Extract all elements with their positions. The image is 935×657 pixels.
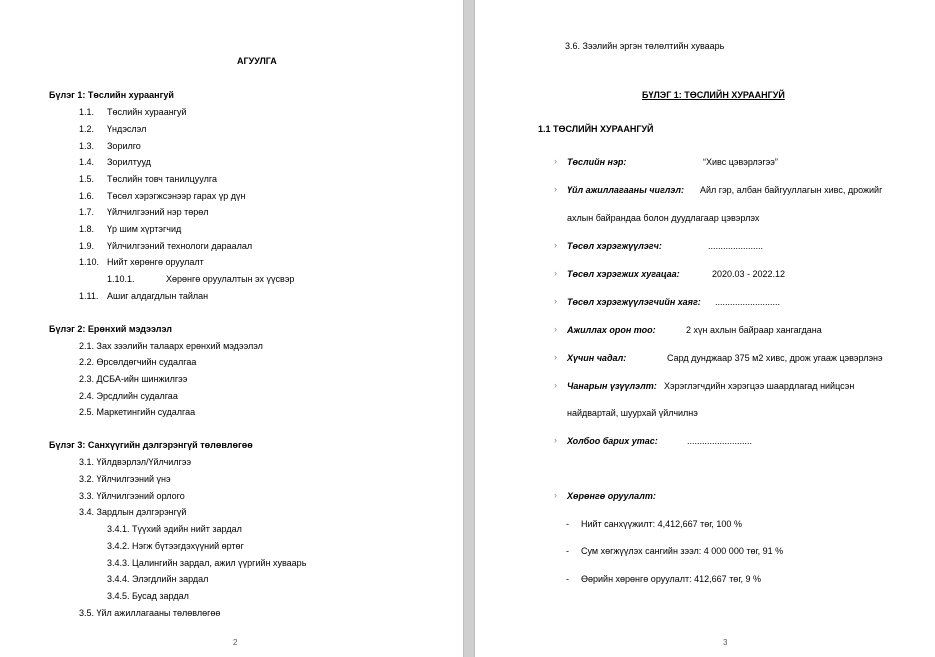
toc-chapter-2-title: Бүлэг 2: Ерөнхий мэдээлэл (49, 324, 172, 334)
toc-item-number: 1.3. (79, 141, 95, 151)
bullet-arrow-icon: › (554, 435, 557, 445)
field-value: Сард дунджаар 375 м2 хивс, дрож угааж цэвэрлэнэ (667, 353, 883, 363)
left-page (0, 0, 463, 657)
field-value: “Хивс цэвэрлэгээ” (703, 157, 778, 167)
toc-item[interactable]: 3.2. Үйлчилгээний үнэ (79, 474, 171, 484)
toc-item-label[interactable]: Үйлчилгээний нэр төрөл (107, 207, 209, 217)
field-label: Холбоо барих утас: (567, 436, 658, 446)
field-value: 2020.03 - 2022.12 (712, 269, 786, 279)
bullet-arrow-icon: › (554, 184, 557, 194)
field-label: Үйл ажиллагааны чиглэл: (567, 185, 684, 195)
field-label: Төсөл хэрэгжүүлэгч: (567, 241, 662, 251)
investment-item: Нийт санхүүжилт: 4,412,667 төг, 100 % (581, 519, 742, 529)
toc-item-label[interactable]: Төслийн хураангуй (107, 107, 187, 117)
toc-item-number: 1.2. (79, 124, 95, 134)
field-value: .......................... (687, 436, 753, 446)
field-value-continued: ахлын байрандаа болон дуудлагаар цэвэрлэх (567, 213, 760, 223)
page-number: 2 (233, 638, 238, 647)
toc-item-number: 1.6. (79, 191, 95, 201)
toc-subitem[interactable]: 3.4.5. Бусад зардал (107, 591, 189, 601)
toc-item-number: 1.5. (79, 174, 95, 184)
chapter-heading: БҮЛЭГ 1: ТӨСЛИЙН ХУРААНГУЙ (642, 90, 785, 100)
toc-item-label[interactable]: Үндэслэл (107, 124, 147, 134)
section-heading: 1.1 ТӨСЛИЙН ХУРААНГУЙ (538, 124, 654, 134)
field-value: 2 хүн ахлын байраар хангагдана (686, 325, 822, 335)
field-label: Ажиллах орон тоо: (567, 325, 656, 335)
page-gutter (463, 0, 475, 657)
toc-item-number: 1.11. (79, 291, 99, 301)
toc-item-label[interactable]: Төслийн товч танилцуулга (107, 174, 217, 184)
toc-item[interactable]: 2.1. Зах зээлийн талаарх ерөнхий мэдээлэл (79, 341, 263, 351)
toc-item-label[interactable]: Үйлчилгээний технологи дараалал (107, 241, 253, 251)
bullet-arrow-icon: › (554, 240, 557, 250)
field-label: Төсөл хэрэгжүүлэгчийн хаяг: (567, 297, 701, 307)
toc-item-number: 1.8. (79, 224, 95, 234)
toc-subitem-number: 1.10.1. (107, 274, 135, 284)
toc-item-label[interactable]: Нийт хөрөнгө оруулалт (107, 257, 204, 267)
right-page (475, 0, 935, 657)
toc-chapter-3-title: Бүлэг 3: Санхүүгийн дэлгэрэнгүй төлөвлөгөө (49, 440, 253, 450)
field-value: ...................... (708, 241, 764, 251)
bullet-arrow-icon: › (554, 296, 557, 306)
investment-item: Сум хөгжүүлэх сангийн зээл: 4 000 000 төг, 91 % (581, 546, 784, 556)
field-value: .......................... (715, 297, 781, 307)
toc-item-number: 1.4. (79, 157, 95, 167)
toc-item-number: 1.7. (79, 207, 95, 217)
toc-subitem[interactable]: 3.4.3. Цалингийн зардал, ажил үүргийн хуваарь (107, 558, 307, 568)
toc-item-label[interactable]: Ашиг алдагдлын тайлан (107, 291, 209, 301)
toc-item-label[interactable]: Үр шим хүртэгчид (107, 224, 182, 234)
toc-heading: АГУУЛГА (237, 56, 277, 66)
toc-item[interactable]: 3.5. Үйл ажиллагааны төлөвлөгөө (79, 608, 221, 618)
bullet-arrow-icon: › (554, 268, 557, 278)
investment-item: Өөрийн хөрөнгө оруулалт: 412,667 төг, 9 % (581, 574, 762, 584)
toc-item-label[interactable]: Зорилтууд (107, 157, 151, 167)
field-label: Хүчин чадал: (567, 353, 627, 363)
toc-item[interactable]: 2.3. ДСБА-ийн шинжилгээ (79, 374, 188, 384)
investment-label: Хөрөнгө оруулалт: (567, 491, 656, 501)
dash-marker: - (566, 519, 569, 529)
bullet-arrow-icon: › (554, 490, 557, 500)
toc-continuation-item[interactable]: 3.6. Зээлийн эргэн төлөлтийн хуваарь (565, 41, 725, 51)
toc-item[interactable]: 3.4. Зардлын дэлгэрэнгүй (79, 507, 187, 517)
toc-subitem-label[interactable]: Хөрөнгө оруулалтын эх үүсвэр (166, 274, 295, 284)
field-label: Төслийн нэр: (567, 157, 627, 167)
bullet-arrow-icon: › (554, 324, 557, 334)
toc-subitem[interactable]: 3.4.1. Түүхий эдийн нийт зардал (107, 524, 242, 534)
toc-item[interactable]: 3.1. Үйлдвэрлэл/Үйлчилгээ (79, 457, 192, 467)
field-label: Чанарын үзүүлэлт: (567, 381, 657, 391)
toc-item-label[interactable]: Төсөл хэрэгжсэнээр гарах үр дүн (107, 191, 246, 201)
toc-item-number: 1.9. (79, 241, 95, 251)
field-value-continued: найдвартай, шуурхай үйлчилнэ (567, 408, 698, 418)
bullet-arrow-icon: › (554, 352, 557, 362)
bullet-arrow-icon: › (554, 380, 557, 390)
toc-subitem[interactable]: 3.4.2. Нэгж бүтээгдэхүүний өртөг (107, 541, 244, 551)
field-label: Төсөл хэрэгжих хугацаа: (567, 269, 680, 279)
field-value: Айл гэр, албан байгууллагын хивс, дрожийг (700, 185, 883, 195)
dash-marker: - (566, 574, 569, 584)
dash-marker: - (566, 546, 569, 556)
toc-item-number: 1.10. (79, 257, 100, 267)
toc-item[interactable]: 2.5. Маркетингийн судалгаа (79, 407, 196, 417)
toc-chapter-1-title: Бүлэг 1: Төслийн хураангуй (49, 90, 174, 100)
toc-subitem[interactable]: 3.4.4. Элэгдлийн зардал (107, 574, 209, 584)
bullet-arrow-icon: › (554, 156, 557, 166)
page-number: 3 (723, 638, 728, 647)
toc-item[interactable]: 2.2. Өрсөлдөгчийн судалгаа (79, 357, 197, 367)
toc-item[interactable]: 3.3. Үйлчилгээний орлого (79, 491, 185, 501)
field-value: Хэрэглэгчдийн хэрэгцээ шаардлагад нийцсэн (664, 381, 855, 391)
toc-item-number: 1.1. (79, 107, 95, 117)
toc-item[interactable]: 2.4. Эрсдлийн судалгаа (79, 391, 178, 401)
toc-item-label[interactable]: Зорилго (107, 141, 141, 151)
